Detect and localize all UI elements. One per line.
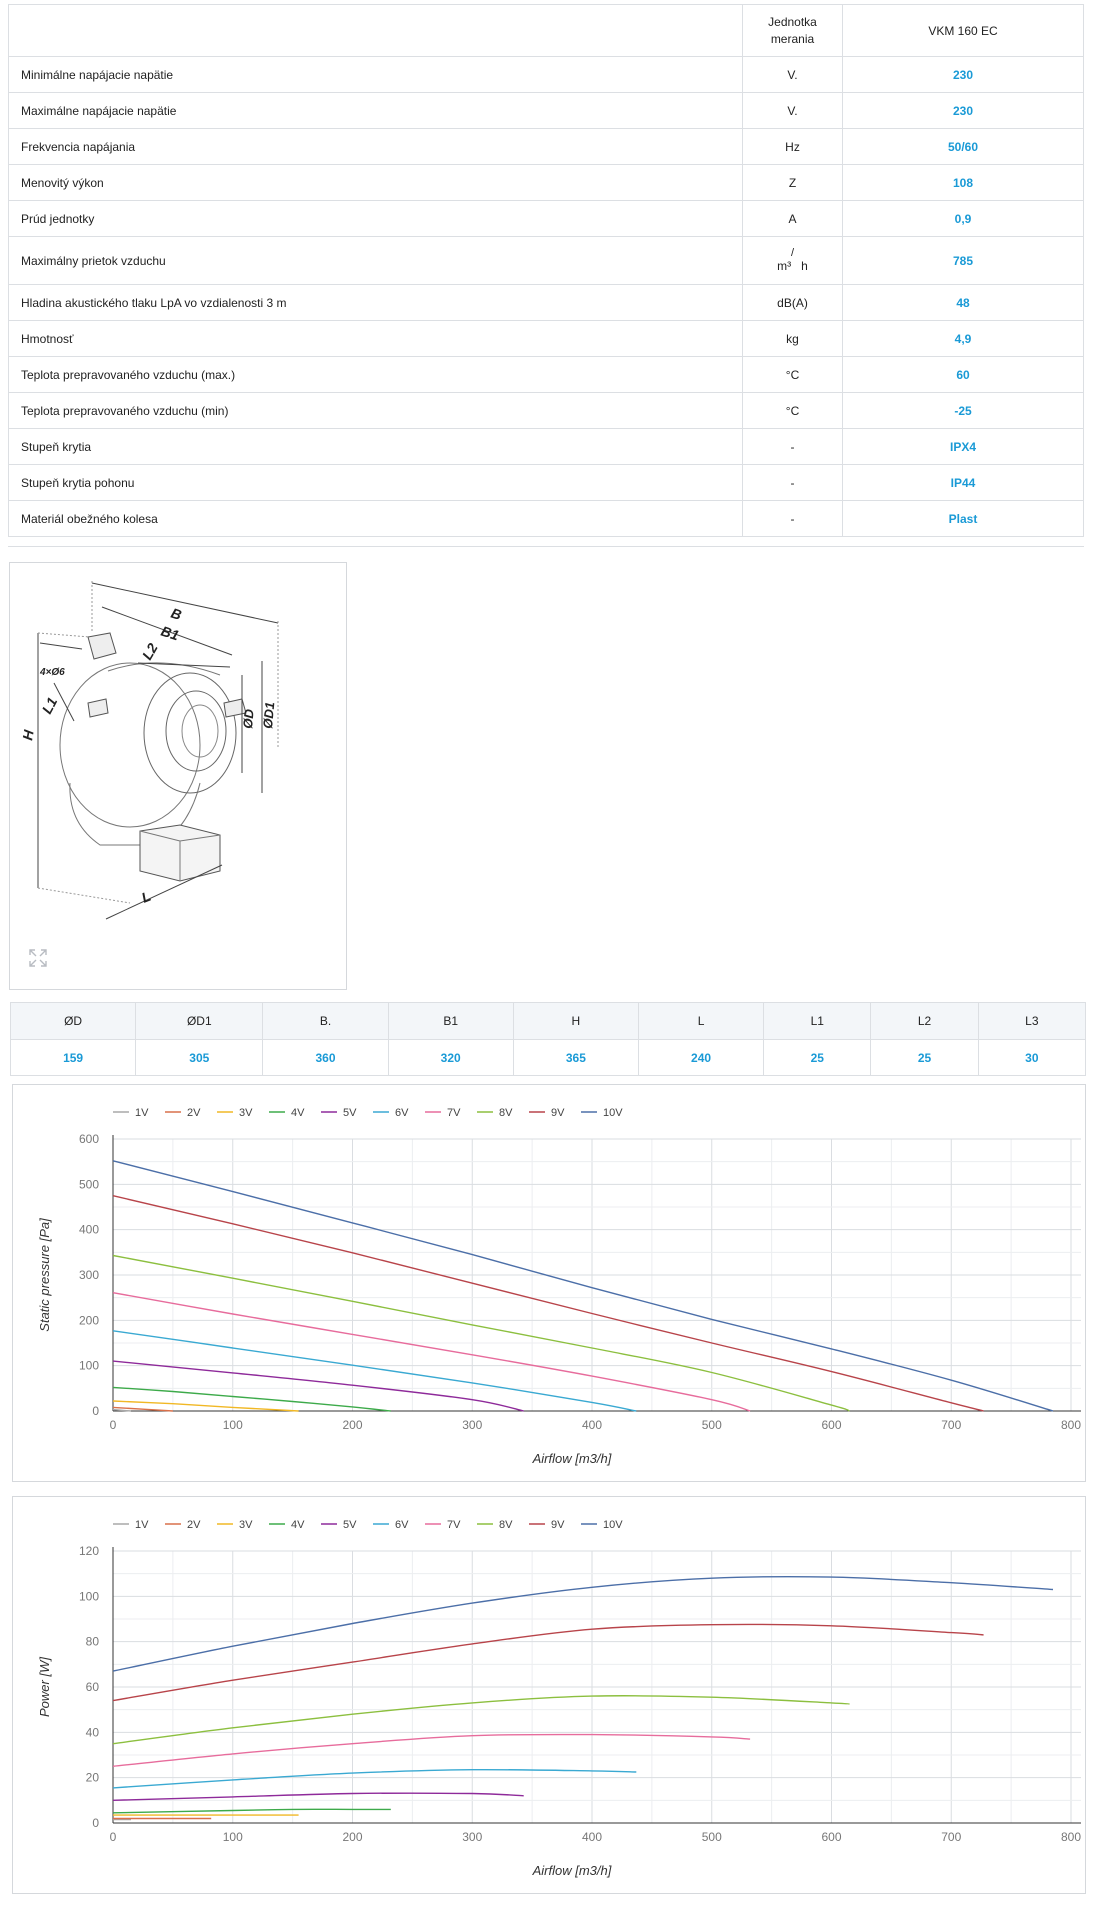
spec-unit-cell xyxy=(743,429,843,465)
legend-item[interactable] xyxy=(581,1519,623,1531)
x-tick-label: 600 xyxy=(821,1418,842,1432)
legend-label: 3V xyxy=(239,1519,253,1531)
legend-label: 8V xyxy=(499,1107,513,1119)
table-divider xyxy=(8,546,1084,547)
x-tick-label: 100 xyxy=(222,1418,243,1432)
spec-unit-cell xyxy=(743,201,843,237)
label-d: ØD xyxy=(240,708,257,730)
y-tick-label: 0 xyxy=(92,1404,99,1418)
legend-item[interactable] xyxy=(529,1107,565,1119)
legend-item[interactable] xyxy=(165,1107,201,1119)
spec-unit: dB(A) xyxy=(777,295,808,310)
legend-item[interactable] xyxy=(113,1519,149,1531)
x-tick-label: 300 xyxy=(462,1418,483,1432)
spec-row xyxy=(9,465,1084,501)
dimension-header: H xyxy=(513,1003,638,1040)
spec-value: 4,9 xyxy=(843,321,1084,357)
dimension-value: 320 xyxy=(388,1040,513,1076)
specs-header-row xyxy=(9,5,1084,57)
legend-item[interactable] xyxy=(529,1519,565,1531)
dimension-header: L1 xyxy=(764,1003,871,1040)
dimensions-value-row xyxy=(11,1040,1086,1076)
expand-icon[interactable] xyxy=(28,948,48,968)
legend-item[interactable] xyxy=(581,1107,623,1119)
spec-param: Maximálny prietok vzduchu xyxy=(9,237,743,285)
series-line-4V xyxy=(113,1387,391,1411)
x-tick-label: 400 xyxy=(581,1418,603,1432)
spec-unit: V. xyxy=(787,103,798,118)
legend-item[interactable] xyxy=(217,1519,253,1531)
fan-dimension-drawing xyxy=(10,563,346,989)
fan-drawing xyxy=(9,562,347,990)
legend-item[interactable] xyxy=(425,1107,461,1119)
series-line-7V xyxy=(113,1734,750,1766)
spec-unit: Z xyxy=(788,175,797,190)
x-tick-label: 700 xyxy=(941,1830,962,1844)
spec-unit: - xyxy=(790,475,795,490)
y-tick-label: 60 xyxy=(85,1680,99,1694)
label-l2: L2 xyxy=(138,640,161,663)
y-tick-label: 100 xyxy=(78,1589,99,1604)
x-tick-label: 400 xyxy=(581,1830,603,1844)
spec-value: -25 xyxy=(843,393,1084,429)
legend-label: 9V xyxy=(551,1107,565,1119)
spec-row xyxy=(9,321,1084,357)
x-axis-title: Airflow [m3/h] xyxy=(532,1451,612,1466)
spec-value: 50/60 xyxy=(843,129,1084,165)
legend-item[interactable] xyxy=(321,1519,357,1531)
legend-label: 5V xyxy=(343,1107,357,1119)
legend-item[interactable] xyxy=(269,1519,305,1531)
y-tick-label: 20 xyxy=(85,1770,99,1785)
legend-label: 7V xyxy=(447,1519,461,1531)
legend-label: 6V xyxy=(395,1519,409,1531)
dimensions-table xyxy=(10,1002,1086,1076)
spec-row xyxy=(9,93,1084,129)
dimension-header: L xyxy=(638,1003,763,1040)
unit-top: / xyxy=(790,246,795,259)
x-tick-label: 100 xyxy=(222,1830,243,1844)
legend-item[interactable] xyxy=(217,1107,253,1119)
spec-unit-cell xyxy=(743,357,843,393)
legend-label: 8V xyxy=(499,1519,513,1531)
x-tick-label: 0 xyxy=(109,1830,117,1844)
pressure-chart-svg xyxy=(13,1085,1085,1481)
spec-param: Teplota prepravovaného vzduchu (min) xyxy=(9,393,743,429)
spec-unit-cell xyxy=(743,165,843,201)
dimension-header: B. xyxy=(263,1003,388,1040)
spec-row xyxy=(9,285,1084,321)
spec-row xyxy=(9,165,1084,201)
dimension-value: 365 xyxy=(513,1040,638,1076)
spec-row xyxy=(9,237,1084,285)
label-d1: ØD1 xyxy=(260,701,278,730)
y-tick-label: 600 xyxy=(78,1132,99,1146)
legend-label: 5V xyxy=(343,1519,357,1531)
specs-header-unit xyxy=(743,5,843,57)
pressure-chart xyxy=(12,1084,1086,1482)
specs-header-param xyxy=(9,5,743,57)
spec-param: Menovitý výkon xyxy=(9,165,743,201)
spec-unit: °C xyxy=(785,403,800,418)
legend-label: 3V xyxy=(239,1107,253,1119)
dimension-header: L3 xyxy=(978,1003,1085,1040)
x-tick-label: 600 xyxy=(821,1830,842,1844)
spec-unit-cell xyxy=(743,321,843,357)
x-tick-label: 700 xyxy=(941,1418,962,1432)
legend-label: 10V xyxy=(603,1519,623,1531)
x-tick-label: 300 xyxy=(462,1830,483,1844)
spec-unit-cell xyxy=(743,129,843,165)
spec-value: 230 xyxy=(843,93,1084,129)
legend-label: 1V xyxy=(135,1107,149,1119)
label-b: B xyxy=(169,604,184,623)
spec-value: 60 xyxy=(843,357,1084,393)
series-line-4V xyxy=(113,1809,391,1812)
spec-unit-cell xyxy=(743,57,843,93)
spec-param: Frekvencia napájania xyxy=(9,129,743,165)
spec-param: Hmotnosť xyxy=(9,321,743,357)
x-tick-label: 800 xyxy=(1060,1418,1082,1432)
spec-unit-cell xyxy=(743,465,843,501)
specs-header-model: VKM 160 EC xyxy=(843,5,1084,57)
dimension-value: 25 xyxy=(871,1040,978,1076)
spec-value: 48 xyxy=(843,285,1084,321)
x-tick-label: 0 xyxy=(109,1418,117,1432)
legend-label: 2V xyxy=(187,1107,201,1119)
specs-table xyxy=(8,4,1084,537)
dimension-header: B1 xyxy=(388,1003,513,1040)
y-tick-label: 100 xyxy=(78,1358,99,1373)
spec-unit: m³ h xyxy=(777,258,808,273)
spec-unit-cell xyxy=(743,501,843,537)
label-b1: B1 xyxy=(159,622,182,644)
legend-item[interactable] xyxy=(321,1107,357,1119)
y-tick-label: 400 xyxy=(78,1222,99,1237)
dimension-value: 240 xyxy=(638,1040,763,1076)
spec-value: Plast xyxy=(843,501,1084,537)
spec-unit: A xyxy=(788,211,797,226)
legend-item[interactable] xyxy=(477,1107,513,1119)
power-chart xyxy=(12,1496,1086,1894)
series-line-8V xyxy=(113,1696,850,1744)
legend-label: 1V xyxy=(135,1519,149,1531)
spec-param: Teplota prepravovaného vzduchu (max.) xyxy=(9,357,743,393)
spec-unit-cell xyxy=(743,393,843,429)
spec-param: Materiál obežného kolesa xyxy=(9,501,743,537)
legend-label: 9V xyxy=(551,1519,565,1531)
legend-item[interactable] xyxy=(373,1107,409,1119)
legend-item[interactable] xyxy=(477,1519,513,1531)
series-line-9V xyxy=(113,1196,984,1411)
y-tick-label: 120 xyxy=(78,1544,99,1558)
spec-unit: °C xyxy=(785,367,800,382)
x-tick-label: 200 xyxy=(342,1830,363,1844)
spec-value: 785 xyxy=(843,237,1084,285)
spec-row xyxy=(9,393,1084,429)
label-h: H xyxy=(19,728,37,742)
x-tick-label: 500 xyxy=(701,1830,722,1844)
legend-label: 4V xyxy=(291,1519,305,1531)
label-l: L xyxy=(139,887,154,906)
spec-unit: kg xyxy=(786,331,799,346)
spec-row xyxy=(9,429,1084,465)
legend-label: 4V xyxy=(291,1107,305,1119)
legend-label: 6V xyxy=(395,1107,409,1119)
dimensions-header-row xyxy=(11,1003,1086,1040)
spec-row xyxy=(9,501,1084,537)
unit-header-text: Jednotka merania xyxy=(768,15,817,46)
spec-row xyxy=(9,201,1084,237)
dimension-header: ØD xyxy=(11,1003,136,1040)
spec-row xyxy=(9,57,1084,93)
spec-param: Maximálne napájacie napätie xyxy=(9,93,743,129)
legend-item[interactable] xyxy=(165,1519,201,1531)
series-line-9V xyxy=(113,1624,984,1700)
spec-value: 108 xyxy=(843,165,1084,201)
legend-item[interactable] xyxy=(113,1107,149,1119)
y-axis-title: Power [W] xyxy=(37,1657,52,1717)
spec-param: Stupeň krytia pohonu xyxy=(9,465,743,501)
dimension-value: 159 xyxy=(11,1040,136,1076)
legend-item[interactable] xyxy=(425,1519,461,1531)
y-axis-title: Static pressure [Pa] xyxy=(37,1218,52,1332)
y-tick-label: 500 xyxy=(78,1177,99,1192)
spec-value: IPX4 xyxy=(843,429,1084,465)
x-tick-label: 500 xyxy=(701,1418,722,1432)
series-line-5V xyxy=(113,1793,524,1800)
legend-label: 2V xyxy=(187,1519,201,1531)
spec-param: Stupeň krytia xyxy=(9,429,743,465)
spec-value: 0,9 xyxy=(843,201,1084,237)
spec-unit-cell xyxy=(743,237,843,285)
legend-label: 10V xyxy=(603,1107,623,1119)
legend-item[interactable] xyxy=(373,1519,409,1531)
legend-label: 7V xyxy=(447,1107,461,1119)
spec-param: Prúd jednotky xyxy=(9,201,743,237)
spec-unit: Hz xyxy=(785,139,800,154)
y-tick-label: 80 xyxy=(85,1634,99,1649)
spec-unit-cell xyxy=(743,285,843,321)
spec-row xyxy=(9,129,1084,165)
spec-unit-cell xyxy=(743,93,843,129)
x-axis-title: Airflow [m3/h] xyxy=(532,1863,612,1878)
legend-item[interactable] xyxy=(269,1107,305,1119)
dimension-value: 25 xyxy=(764,1040,871,1076)
x-tick-label: 800 xyxy=(1060,1830,1082,1844)
dimension-value: 360 xyxy=(263,1040,388,1076)
series-line-10V xyxy=(113,1577,1053,1671)
spec-unit: - xyxy=(790,439,795,454)
series-line-7V xyxy=(113,1293,750,1411)
y-tick-label: 40 xyxy=(85,1725,99,1740)
series-line-8V xyxy=(113,1256,850,1412)
series-line-6V xyxy=(113,1770,636,1788)
y-tick-label: 0 xyxy=(92,1816,99,1830)
label-holes: 4×Ø6 xyxy=(40,667,65,678)
dimension-header: ØD1 xyxy=(136,1003,263,1040)
spec-param: Minimálne napájacie napätie xyxy=(9,57,743,93)
y-tick-label: 300 xyxy=(78,1268,99,1282)
spec-row xyxy=(9,357,1084,393)
spec-value: 230 xyxy=(843,57,1084,93)
x-tick-label: 200 xyxy=(342,1418,363,1432)
series-line-10V xyxy=(113,1161,1053,1411)
label-l1: L1 xyxy=(38,694,61,717)
spec-unit: V. xyxy=(787,67,798,82)
spec-param: Hladina akustického tlaku LpA vo vzdialenosti 3 m xyxy=(9,285,743,321)
y-tick-label: 200 xyxy=(78,1313,99,1328)
spec-unit: - xyxy=(790,511,795,526)
spec-value: IP44 xyxy=(843,465,1084,501)
dimension-value: 305 xyxy=(136,1040,263,1076)
power-chart-svg xyxy=(13,1497,1085,1893)
dimension-value: 30 xyxy=(978,1040,1085,1076)
dimension-header: L2 xyxy=(871,1003,978,1040)
